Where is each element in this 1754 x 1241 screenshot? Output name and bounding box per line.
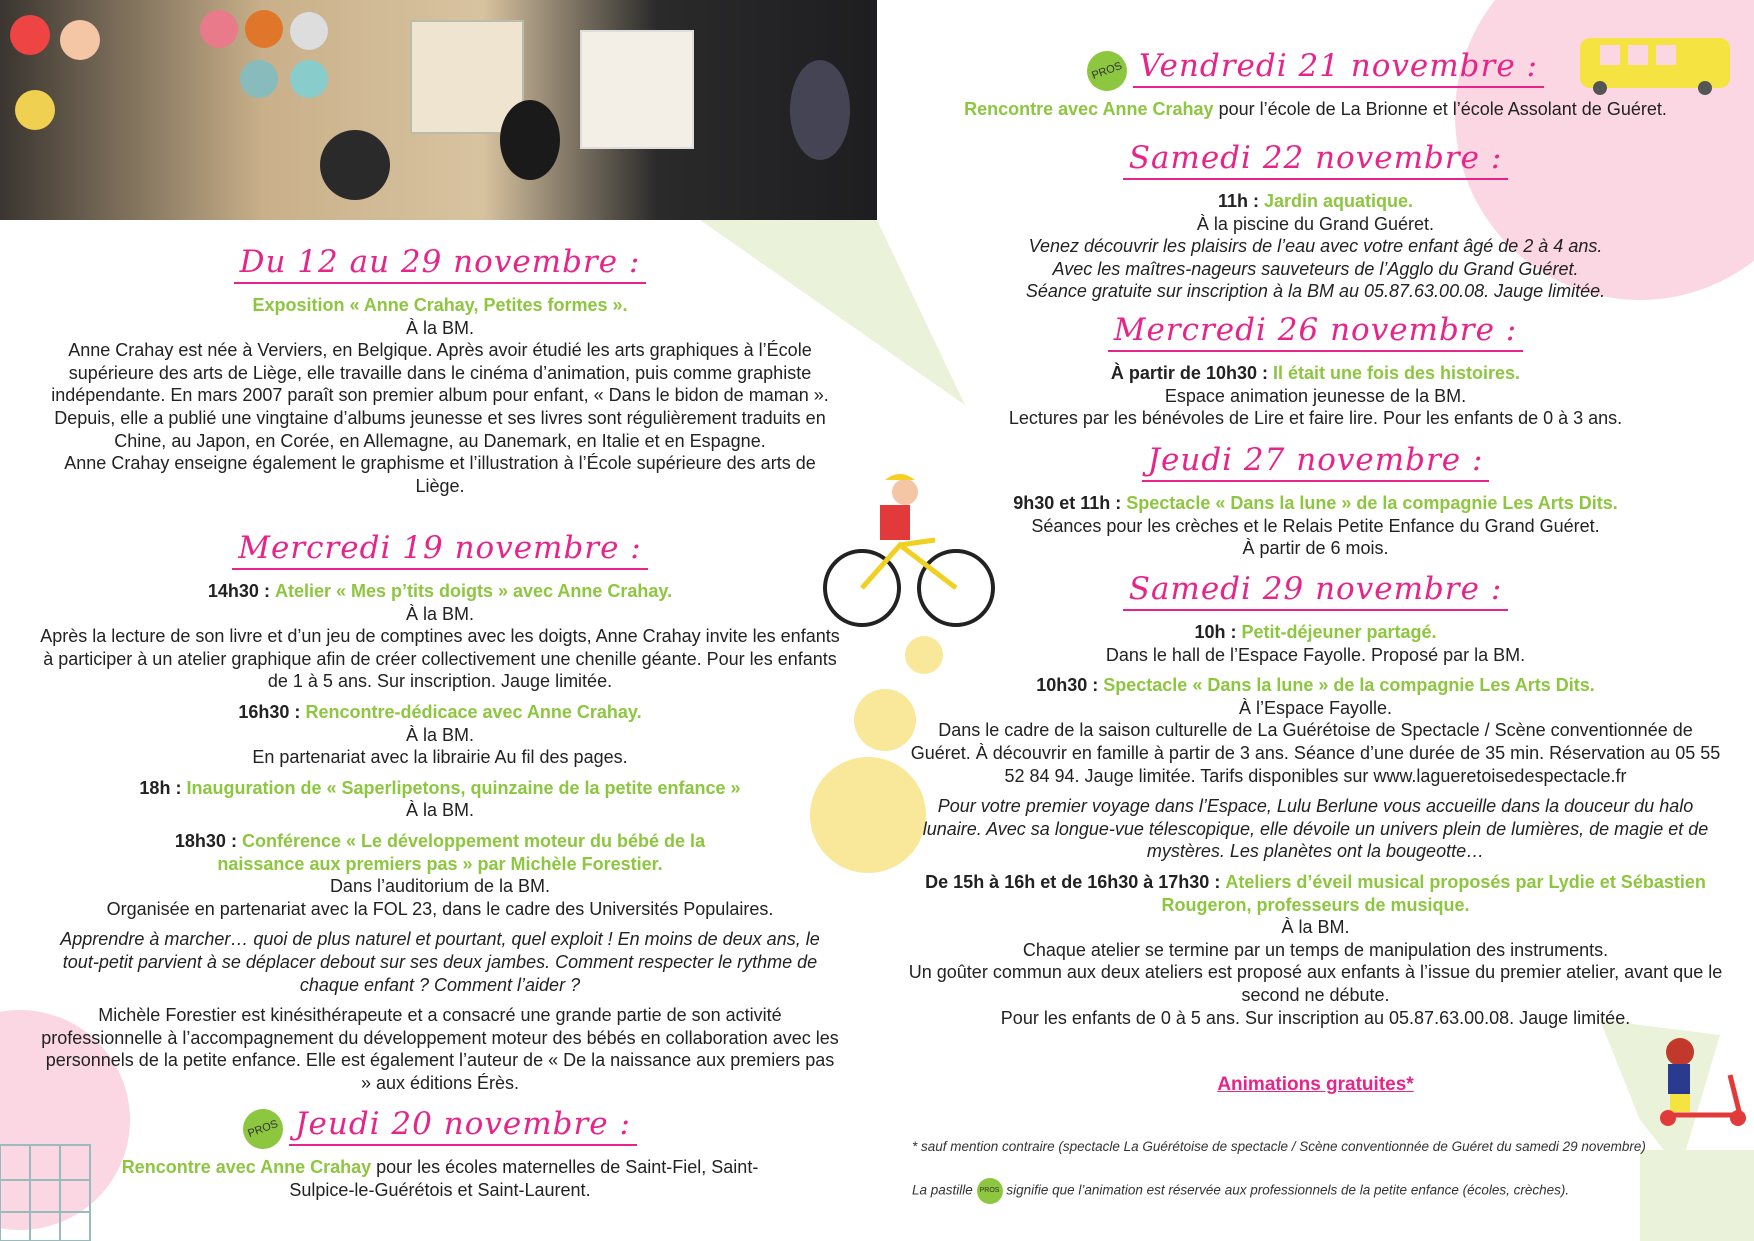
speaker-bio: Michèle Forestier est kinésithérapeute et a consacré une grande partie de son activité professionnelle à l’accompagnement du développement moteur des bébés en collaboration avec les personnels de la petite enfance. Elle est également l’auteur de « De la naissance aux premiers pas » aux éditions Érès. [41, 1005, 839, 1093]
event-place: À l’Espace Fayolle. [1238, 697, 1393, 718]
event-quote: Apprendre à marcher… quoi de plus naturel et pourtant, quel exploit ! En moins de deux ans, le tout-petit parvient à se déplacer debout sur ses deux jambes. Comment respecter le rythme de chaque enfant ? Comment l’aider ? [60, 929, 820, 995]
event-title: Spectacle « Dans la lune » de la compagnie Les Arts Dits. [1126, 493, 1618, 513]
event-quote: Pour votre premier voyage dans l’Espace, Lulu Berlune vous accueille dans la douceur du halo lunaire. Avec sa longue-vue télescopique, elle dévoile un univers plein de lumières, de magie et de mystères. Les planètes ont la bougeotte… [922, 796, 1709, 862]
section-heading: Mercredi 26 novembre : [1108, 310, 1524, 352]
section-heading: Vendredi 21 novembre : [1133, 46, 1544, 88]
section-heading: Jeudi 27 novembre : [1142, 440, 1490, 482]
event-time: À partir de 10h30 : [1110, 363, 1268, 383]
event-title: Petit-déjeuner partagé. [1241, 622, 1437, 642]
event-title: Rencontre-dédicace avec Anne Crahay. [305, 701, 642, 722]
event-place: Dans l’auditorium de la BM. [329, 876, 551, 897]
section-mercredi-26 [908, 310, 1723, 430]
section-mercredi-19 [40, 528, 840, 1094]
pros-badge: PROS [1081, 46, 1132, 97]
exhibition-photo [0, 0, 877, 220]
section-vendredi-21 [908, 46, 1723, 121]
event-place: À la BM. [405, 317, 475, 338]
event-title: Exposition « Anne Crahay, Petites formes ». [252, 295, 628, 315]
pastille-text-before: La pastille [912, 1182, 973, 1198]
event-description: Organisée en partenariat avec la FOL 23, dans le cadre des Universités Populaires. [106, 898, 774, 919]
event-description: Anne Crahay est née à Verviers, en Belgique. Après avoir étudié les arts graphiques à l’École supérieure des arts de Liège, elle travaille dans le cinéma d’animation, puis comme graphiste indépendante. En mars 2007 paraît son premier album pour enfant, « Dans le bidon de maman ». Depuis, elle a publié une vingtaine d’albums jeunesse et ses livres sont régulièrement traduits en Chine, au Japon, en Corée, en Allemagne, au Danemark, en Italie et en Espagne. [51, 340, 829, 451]
section-du-12-au-29 [40, 242, 840, 497]
event-time: 10h30 : [1036, 675, 1099, 696]
section-samedi-22 [908, 138, 1723, 303]
event-description: pour les écoles maternelles de Saint-Fiel, Saint-Sulpice-le-Guérétois et Saint-Laurent. [289, 1157, 759, 1200]
event-title: Ateliers d’éveil musical proposés par Lydie et Sébastien Rougeron, professeurs de musique. [1161, 871, 1706, 915]
event-description: Pour les enfants de 0 à 5 ans. Sur inscription au 05.87.63.00.08. Jauge limitée. [1000, 1007, 1631, 1028]
event-description: Séance gratuite sur inscription à la BM au 05.87.63.00.08. Jauge limitée. [1025, 281, 1606, 302]
event-time: 18h30 : [174, 830, 237, 851]
event-time: 10h : [1194, 622, 1237, 642]
pros-badge-small: PROS [977, 1178, 1003, 1204]
event-title: Spectacle « Dans la lune » de la compagnie Les Arts Dits. [1103, 675, 1595, 696]
event-description: En partenariat avec la librairie Au fil des pages. [252, 747, 628, 768]
event-title: Atelier « Mes p’tits doigts » avec Anne Crahay. [274, 581, 673, 601]
event-place: À la piscine du Grand Guéret. [1196, 213, 1435, 234]
event-time: 18h : [139, 777, 182, 798]
event-place: À la BM. [405, 603, 475, 624]
section-heading: Jeudi 20 novembre : [289, 1104, 637, 1146]
event-description: Anne Crahay enseigne également le graphisme et l’illustration à l’École supérieure des arts de Liège. [64, 453, 816, 496]
event-place: À la BM. [1281, 917, 1350, 938]
event-description: Dans le cadre de la saison culturelle de La Guérétoise de Spectacle / Scène conventionnée de Guéret. À découvrir en famille à partir de 3 ans. Séance d’une durée de 35 min. Réservation au 05 55 52 84 94. Jauge limitée. Tarifs disponibles sur www.lagueretoisedespectacle.fr [910, 720, 1721, 786]
pastille-text-after: signifie que l’animation est réservée aux professionnels de la petite enfance (écoles, crèches). [1006, 1182, 1570, 1198]
event-place: À la BM. [405, 724, 475, 745]
section-heading: Du 12 au 29 novembre : [234, 242, 647, 284]
section-jeudi-27 [908, 440, 1723, 560]
event-time: 14h30 : [207, 581, 270, 601]
event-age: À partir de 6 mois. [1242, 538, 1389, 559]
event-time: 9h30 et 11h : [1013, 493, 1122, 513]
event-title: Rencontre avec Anne Crahay [964, 99, 1214, 119]
event-place: À la BM. [405, 800, 475, 821]
footnote: * sauf mention contraire (spectacle La Guérétoise de spectacle / Scène conventionnée de Guéret du samedi 29 novembre) [912, 1139, 1646, 1154]
section-heading: Samedi 22 novembre : [1123, 138, 1509, 180]
section-samedi-29 [908, 569, 1723, 1029]
event-title: Jardin aquatique. [1264, 191, 1414, 211]
event-time: 16h30 : [238, 701, 301, 722]
event-description: Chaque atelier se termine par un temps de manipulation des instruments. [1022, 939, 1609, 960]
event-description: Séances pour les crèches et le Relais Petite Enfance du Grand Guéret. [1031, 515, 1600, 536]
event-description: Avec les maîtres-nageurs sauveteurs de l’Agglo du Grand Guéret. [1052, 258, 1579, 279]
event-description: Venez découvrir les plaisirs de l’eau avec votre enfant âgé de 2 à 4 ans. [1028, 236, 1603, 257]
event-title: Rencontre avec Anne Crahay [121, 1157, 372, 1177]
event-description: Un goûter commun aux deux ateliers est proposé aux enfants à l’issue du premier atelier, avant que le second ne débute. [908, 962, 1723, 1005]
event-place: Espace animation jeunesse de la BM. [1164, 385, 1467, 406]
event-title: Il était une fois des histoires. [1273, 363, 1521, 383]
event-time: De 15h à 16h et de 16h30 à 17h30 : [925, 871, 1221, 892]
event-description: Lectures par les bénévoles de Lire et faire lire. Pour les enfants de 0 à 3 ans. [1008, 408, 1623, 429]
free-animations-label: Animations gratuites* [1217, 1074, 1414, 1095]
pros-badge: PROS [237, 1104, 288, 1155]
event-description: pour l’école de La Brionne et l’école Assolant de Guéret. [1213, 99, 1667, 119]
free-animations-note [908, 1073, 1723, 1097]
section-heading: Mercredi 19 novembre : [232, 528, 648, 570]
pastille-legend [912, 1178, 1712, 1204]
section-heading: Samedi 29 novembre : [1123, 569, 1509, 611]
event-title: Inauguration de « Saperlipetons, quinzaine de la petite enfance » [186, 777, 741, 798]
event-description: Après la lecture de son livre et d’un jeu de comptines avec les doigts, Anne Crahay invite les enfants à participer à un atelier graphique afin de créer collectivement une chenille géante. Pour les enfants de 1 à 5 ans. Sur inscription. Jauge limitée. [40, 626, 840, 692]
event-title: Conférence « Le développement moteur du bébé de la naissance aux premiers pas » par Michèle Forestier. [217, 830, 706, 874]
yellow-dot-medium [854, 689, 916, 751]
event-description: Dans le hall de l’Espace Fayolle. Proposé par la BM. [1105, 644, 1526, 665]
section-jeudi-20 [40, 1104, 840, 1201]
event-time: 11h : [1217, 191, 1259, 211]
